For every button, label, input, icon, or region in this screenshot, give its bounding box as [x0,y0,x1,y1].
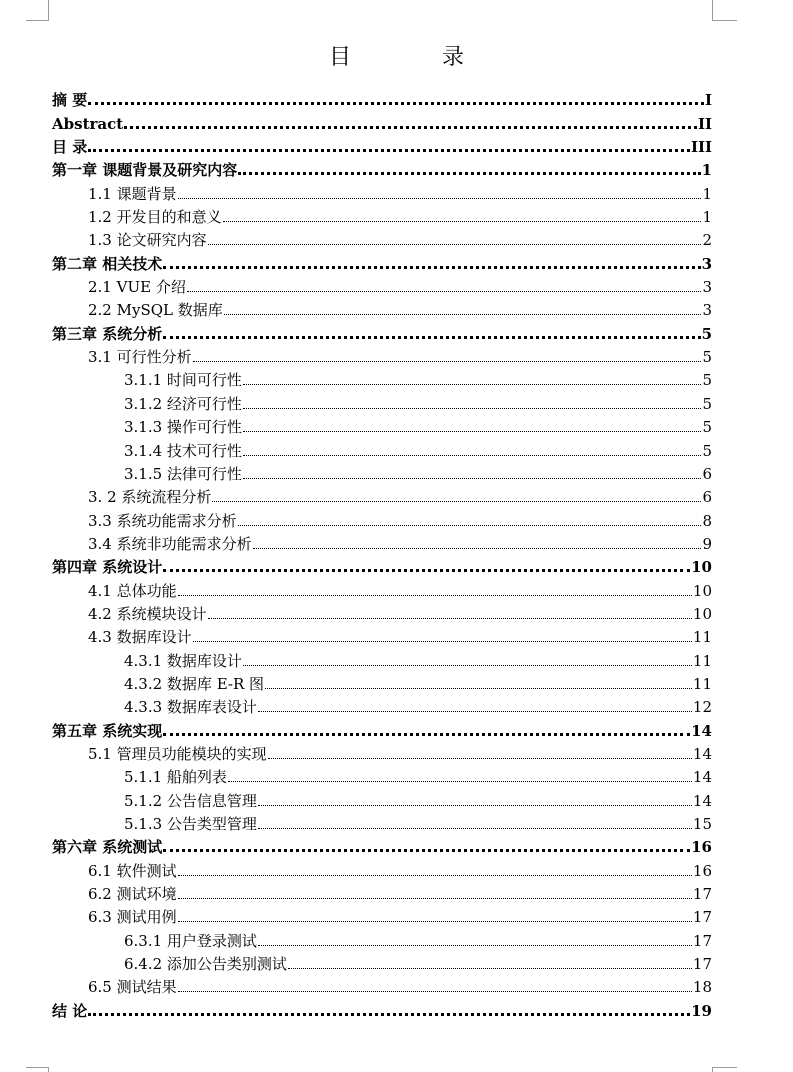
toc-entry-page: 14 [692,791,712,810]
toc-leader-dots [224,314,702,315]
toc-leader-dots [178,991,692,992]
toc-entry-label: 6.3 测试用例 [88,908,177,927]
toc-leader-dots [268,758,692,759]
toc-entry-page: III [690,138,712,157]
toc-entry[interactable] [52,226,712,249]
toc-entry-label: 第二章 相关技术 [52,254,163,273]
toc-leader-dots [288,968,692,969]
toc-leader-dots [228,781,692,782]
toc-entry[interactable] [52,600,712,623]
toc-entry-page: 19 [691,1001,712,1020]
toc-entry-page: 3 [702,278,712,297]
toc-entry-page: 5 [702,418,712,437]
toc-entry-page: 5 [702,394,712,413]
toc-entry-page: 5 [702,441,712,460]
toc-entry[interactable] [52,693,712,716]
toc-entry-label: 结 论 [52,1001,88,1020]
toc-entry-page: 5 [702,371,712,390]
toc-entry-page: 9 [702,534,712,553]
toc-entry-label: 3.1.1 时间可行性 [124,371,242,390]
toc-leader-dots [88,1013,690,1016]
toc-entry-page: 16 [691,838,712,857]
toc-entry[interactable] [52,389,712,412]
toc-entry[interactable] [52,786,712,809]
toc-entry[interactable] [52,413,712,436]
toc-entry[interactable] [52,973,712,996]
toc-entry[interactable] [52,926,712,949]
corner-mark-bottom-right [712,1067,737,1072]
toc-entry-page: 18 [692,978,712,997]
toc-leader-dots [258,711,692,712]
toc-leader-dots [178,595,692,596]
toc-entry[interactable] [52,646,712,669]
toc-entry-page: 14 [692,768,712,787]
toc-entry-page: 1 [702,184,712,203]
toc-leader-dots [178,198,702,199]
toc-entry-label: 2.2 MySQL 数据库 [88,301,223,320]
toc-entry-page: 10 [692,581,712,600]
toc-entry-page: 6 [702,464,712,483]
toc-entry-label: 目 录 [52,138,88,157]
toc-entry[interactable] [52,833,712,856]
toc-leader-dots [163,849,690,852]
toc-leader-dots [163,336,700,339]
toc-entry-label: 5.1 管理员功能模块的实现 [88,744,267,763]
toc-entry[interactable] [52,763,712,786]
toc-leader-dots [208,618,692,619]
toc-entry[interactable] [52,273,712,296]
toc-entry-label: 3.1 可行性分析 [88,348,192,367]
toc-entry-page: 5 [702,348,712,367]
toc-entry[interactable] [52,203,712,226]
toc-entry-page: 16 [692,861,712,880]
toc-leader-dots [258,945,692,946]
toc-leader-dots [178,921,692,922]
toc-entry-page: 17 [692,908,712,927]
toc-leader-dots [163,266,700,269]
page-title: 目 录 [329,45,506,70]
toc-entry-label: 4.3.2 数据库 E-R 图 [124,674,265,693]
toc-entry-page: 1 [702,208,712,227]
toc-leader-dots [163,733,690,736]
toc-entry-label: 2.1 VUE 介绍 [88,278,186,297]
toc-leader-dots [243,384,702,385]
toc-entry-label: 5.1.2 公告信息管理 [124,791,257,810]
toc-entry[interactable] [52,856,712,879]
toc-entry[interactable] [52,436,712,459]
toc-entry-page: 14 [692,744,712,763]
toc-entry-page: 17 [692,955,712,974]
toc-leader-dots [223,221,702,222]
toc-entry-page: 12 [692,698,712,717]
toc-leader-dots [265,688,692,689]
toc-entry[interactable] [52,670,712,693]
toc-leader-dots [187,291,702,292]
toc-leader-dots [178,898,692,899]
toc-entry[interactable] [52,366,712,389]
toc-leader-dots [258,805,692,806]
toc-entry-label: 6.3.1 用户登录测试 [124,931,257,950]
toc-entry[interactable] [52,156,712,179]
toc-entry-label: 4.3.1 数据库设计 [124,651,242,670]
corner-mark-top-left [26,0,49,21]
toc-entry[interactable] [52,950,712,973]
toc-entry-label: 3.4 系统非功能需求分析 [88,534,252,553]
toc-leader-dots [163,569,690,572]
toc-entry-label: Abstract [52,114,124,133]
toc-leader-dots [243,431,702,432]
toc-entry-page: 3 [701,254,712,273]
toc-entry[interactable] [52,249,712,272]
toc-entry-page: 3 [702,301,712,320]
toc-leader-dots [124,126,697,129]
toc-entry-label: 4.3 数据库设计 [88,628,192,647]
toc-entry[interactable] [52,553,712,576]
toc-entry[interactable] [52,530,712,553]
toc-leader-dots [212,501,701,502]
toc-leader-dots [243,408,702,409]
toc-entry[interactable] [52,296,712,319]
toc-entry-label: 第三章 系统分析 [52,324,163,343]
toc-entry[interactable] [52,179,712,202]
toc-entry-page: 6 [702,488,712,507]
toc-entry[interactable] [52,133,712,156]
toc-leader-dots [258,828,692,829]
toc-leader-dots [193,361,702,362]
toc-entry-page: 14 [691,721,712,740]
toc-entry[interactable] [52,740,712,763]
toc-entry-page: II [697,114,712,133]
toc-entry[interactable] [52,319,712,342]
toc-entry-page: 10 [691,558,712,577]
toc-entry[interactable] [52,903,712,926]
toc-entry-label: 3.1.4 技术可行性 [124,441,242,460]
toc-entry-label: 3.3 系统功能需求分析 [88,511,237,530]
toc-entry-label: 6.1 软件测试 [88,861,177,880]
toc-entry-label: 6.2 测试环境 [88,885,177,904]
toc-entry[interactable] [52,483,712,506]
toc-entry-page: 11 [692,674,712,693]
toc-entry[interactable] [52,506,712,529]
toc-entry-label: 摘 要 [52,91,88,110]
toc-entry[interactable] [52,996,712,1019]
toc-entry[interactable] [52,576,712,599]
toc-leader-dots [208,244,702,245]
toc-entry[interactable] [52,880,712,903]
table-of-contents [52,86,712,1020]
toc-entry-page: 2 [702,231,712,250]
toc-leader-dots [238,525,702,526]
toc-entry-page: I [704,91,712,110]
toc-entry[interactable] [52,343,712,366]
toc-entry-label: 1.2 开发目的和意义 [88,208,222,227]
toc-entry[interactable] [52,86,712,109]
toc-entry[interactable] [52,810,712,833]
toc-entry-label: 4.3.3 数据库表设计 [124,698,257,717]
toc-entry-label: 第四章 系统设计 [52,558,163,577]
toc-entry-label: 1.1 课题背景 [88,184,177,203]
toc-entry-label: 4.2 系统模块设计 [88,604,207,623]
corner-mark-bottom-left [26,1067,49,1072]
toc-entry-label: 第六章 系统测试 [52,838,163,857]
toc-entry[interactable] [52,460,712,483]
toc-entry-label: 5.1.1 船舶列表 [124,768,227,787]
toc-leader-dots [243,665,692,666]
toc-entry-label: 3.1.3 操作可行性 [124,418,242,437]
toc-leader-dots [243,455,702,456]
toc-entry[interactable] [52,109,712,132]
corner-mark-top-right [712,0,737,21]
toc-entry-label: 6.4.2 添加公告类别测试 [124,955,287,974]
toc-leader-dots [88,102,704,105]
toc-entry-label: 第五章 系统实现 [52,721,163,740]
toc-leader-dots [193,641,692,642]
toc-entry-page: 1 [701,161,712,180]
toc-entry-label: 第一章 课题背景及研究内容 [52,161,238,180]
toc-leader-dots [178,875,692,876]
toc-entry-page: 11 [692,651,712,670]
toc-leader-dots [88,149,690,152]
toc-entry-page: 11 [692,628,712,647]
toc-entry-label: 1.3 论文研究内容 [88,231,207,250]
toc-entry[interactable] [52,623,712,646]
toc-entry-label: 3.1.5 法律可行性 [124,464,242,483]
toc-entry-label: 3.1.2 经济可行性 [124,394,242,413]
toc-leader-dots [238,172,700,175]
toc-entry-page: 10 [692,604,712,623]
toc-entry-page: 5 [701,324,712,343]
toc-entry-label: 6.5 测试结果 [88,978,177,997]
toc-entry-label: 3. 2 系统流程分析 [88,488,212,507]
toc-leader-dots [243,478,702,479]
toc-entry[interactable] [52,716,712,739]
toc-entry-page: 15 [692,815,712,833]
toc-entry-page: 8 [702,511,712,530]
toc-leader-dots [253,548,702,549]
toc-entry-label: 5.1.3 公告类型管理 [124,815,257,833]
toc-entry-page: 17 [692,931,712,950]
toc-entry-label: 4.1 总体功能 [88,581,177,600]
toc-entry-page: 17 [692,885,712,904]
